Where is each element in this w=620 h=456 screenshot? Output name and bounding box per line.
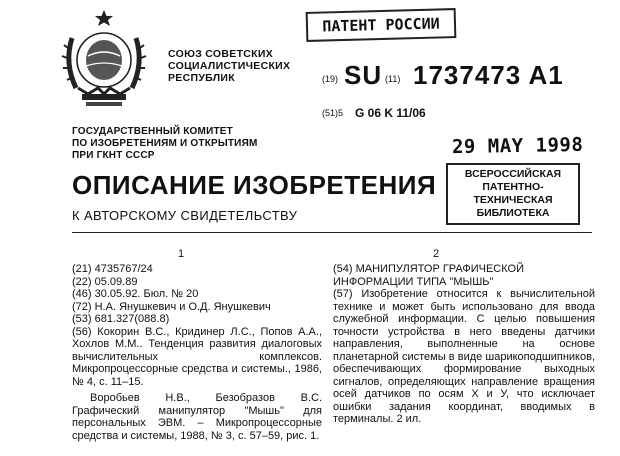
document-number: 1737473 A1 [413, 60, 564, 90]
country-line: СОЮЗ СОВЕТСКИХ [168, 48, 274, 60]
field-53: (53) 681.327(088.8) [72, 313, 170, 325]
country-line: РЕСПУБЛИК [168, 72, 235, 84]
column-number-2: 2 [433, 248, 440, 260]
reference-2: Воробьев Н.В., Безобразов В.С. Графический манипулятор "Мышь" для персональных ЭВМ. – Микропроцессорные средства и системы, 1988, № 3, с. 57–59, рис. 1. [72, 392, 322, 442]
divider [72, 232, 592, 233]
field-72: (72) Н.А. Янушкевич и О.Д. Янушкевич [72, 300, 271, 313]
field-21: (21) 4735767/24 [72, 263, 153, 275]
field-57: (57) Изобретение относится к вычислительной технике и может быть использовано для ввода служебной информации. С целью повышения точности устройства в него введены датчики направления, выполненные на основе планетарной системы в виде шарикоподшипников, обеспечивающих формирование выходных сигналов, определяющих направление вращения осей датчиков по осям X и У, что исключает ошибки задания координат, вводимых в терминалы. 2 ил. [333, 288, 595, 425]
column-number-1: 1 [178, 248, 185, 260]
code-19: (19) [322, 74, 339, 84]
code-51: (51)5 [322, 108, 344, 118]
document-subtitle: К АВТОРСКОМУ СВИДЕТЕЛЬСТВУ [72, 208, 298, 223]
field-22: (22) 05.09.89 [72, 275, 138, 288]
ussr-emblem-icon [58, 8, 150, 112]
library-stamp-line: БИБЛИОТЕКА [476, 207, 550, 219]
committee-line: ГОСУДАРСТВЕННЫЙ КОМИТЕТ [72, 126, 233, 137]
date-stamp: 29 MAY 1998 [451, 133, 584, 159]
document-title: ОПИСАНИЕ ИЗОБРЕТЕНИЯ [72, 170, 437, 200]
library-stamp-line: ВСЕРОССИЙСКАЯ [464, 168, 562, 180]
left-column [72, 263, 322, 442]
code-11: (11) [385, 74, 401, 84]
country-code: SU [344, 60, 383, 90]
library-stamp-line: ПАТЕНТНО-ТЕХНИЧЕСКАЯ [473, 181, 553, 206]
right-column [333, 263, 595, 426]
field-54: (54) МАНИПУЛЯТОР ГРАФИЧЕСКОЙ ИНФОРМАЦИИ ТИПА "МЫШЬ" [333, 263, 524, 288]
library-stamp [446, 163, 580, 225]
field-46: (46) 30.05.92. Бюл. № 20 [72, 288, 199, 300]
committee-name [72, 126, 257, 162]
committee-line: ПРИ ГКНТ СССР [72, 150, 155, 161]
country-name [168, 48, 290, 84]
ipc-class: G 06 K 11/06 [355, 106, 426, 120]
field-56: (56) Кокорин В.С., Кридинер Л.С., Попов А.А., Хохлов М.М.. Тенденция развития диалоговых вычислительных комплексов. Микропроцессорные средства и системы., 1986, № 4, с. 11–15. [72, 325, 322, 388]
committee-line: ПО ИЗОБРЕТЕНИЯМ И ОТКРЫТИЯМ [72, 138, 258, 149]
country-line: СОЦИАЛИСТИЧЕСКИХ [168, 60, 291, 72]
patent-stamp: ПАТЕНТ РОССИИ [306, 8, 457, 42]
